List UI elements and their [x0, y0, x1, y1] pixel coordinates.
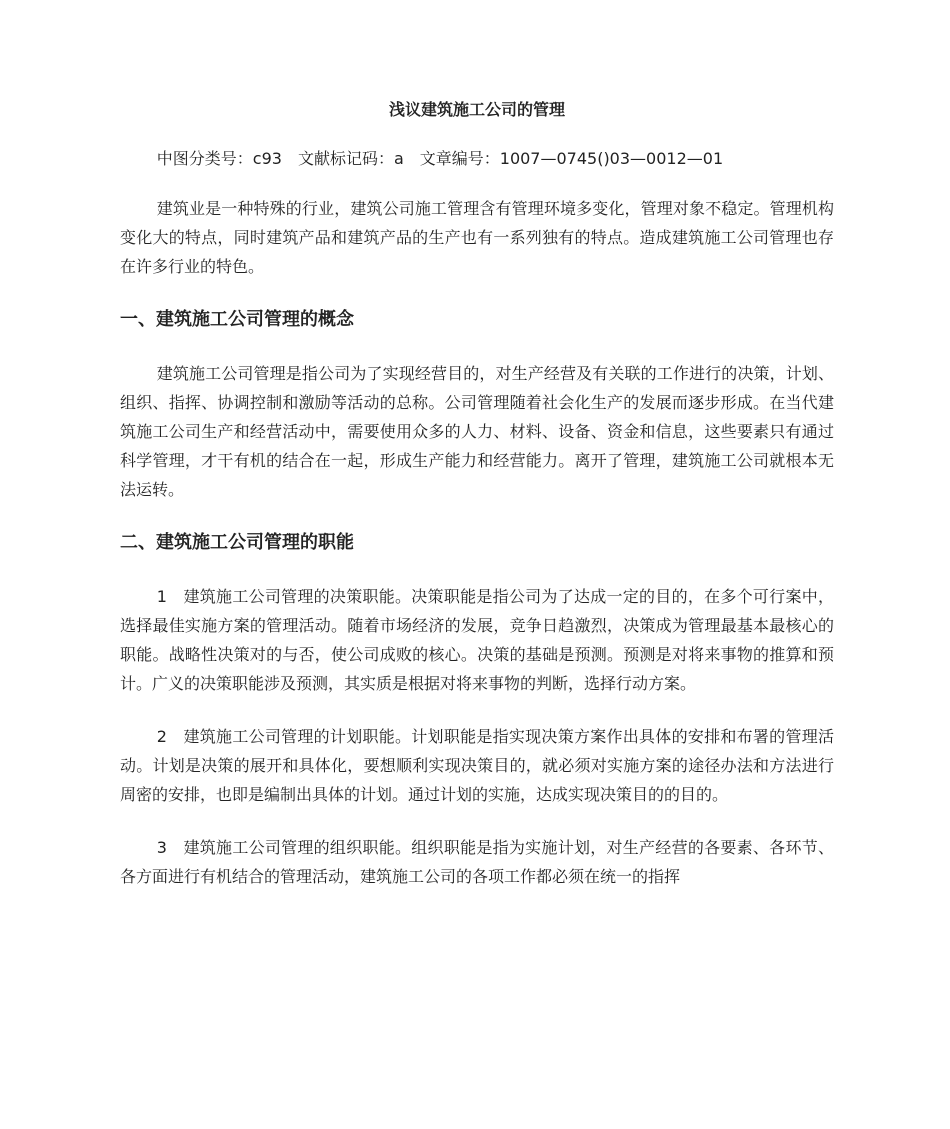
section-2-item-1: 1 建筑施工公司管理的决策职能。决策职能是指公司为了达成一定的目的，在多个可行案中，选择最佳实施方案的管理活动。随着市场经济的发展，竞争日趋激烈，决策成为管理最基本最核心的职能。战略性决策对的与否，使公司成败的核心。决策的基础是预测。预测是对将来事物的推算和预计。广义的决策职能涉及预测，其实质是根据对将来事物的判断，选择行动方案。: [120, 587, 834, 693]
section-1-heading: 一、建筑施工公司管理的概念: [120, 309, 354, 330]
section-2-item-3: 3 建筑施工公司管理的组织职能。组织职能是指为实施计划，对生产经营的各要素、各环节、各方面进行有机结合的管理活动，建筑施工公司的各项工作都必须在统一的指挥: [120, 838, 834, 886]
section-2-heading: 二、建筑施工公司管理的职能: [120, 532, 354, 553]
intro-paragraph: 建筑业是一种特殊的行业，建筑公司施工管理含有管理环境多变化，管理对象不稳定。管理机构变化大的特点，同时建筑产品和建筑产品的生产也有一系列独有的特点。造成建筑施工公司管理也存在许多行业的特色。: [120, 199, 834, 276]
document-title: 浅议建筑施工公司的管理: [388, 100, 565, 119]
section-2-item-2: 2 建筑施工公司管理的计划职能。计划职能是指实现决策方案作出具体的安排和布署的管理活动。计划是决策的展开和具体化，要想顺利实现决策目的，就必须对实施方案的途径办法和方法进行周密的安排，也即是编制出具体的计划。通过计划的实施，达成实现决策目的的目的。: [120, 727, 834, 804]
document-meta: 中图分类号：c93 文献标记码：a 文章编号：1007—0745()03—0012—01: [156, 149, 724, 168]
section-1-paragraph: 建筑施工公司管理是指公司为了实现经营目的，对生产经营及有关联的工作进行的决策，计划、组织、指挥、协调控制和激励等活动的总称。公司管理随着社会化生产的发展而逐步形成。在当代建筑施工公司生产和经营活动中，需要使用众多的人力、材料、设备、资金和信息，这些要素只有通过科学管理，才干有机的结合在一起，形成生产能力和经营能力。离开了管理，建筑施工公司就根本无法运转。: [120, 364, 834, 499]
